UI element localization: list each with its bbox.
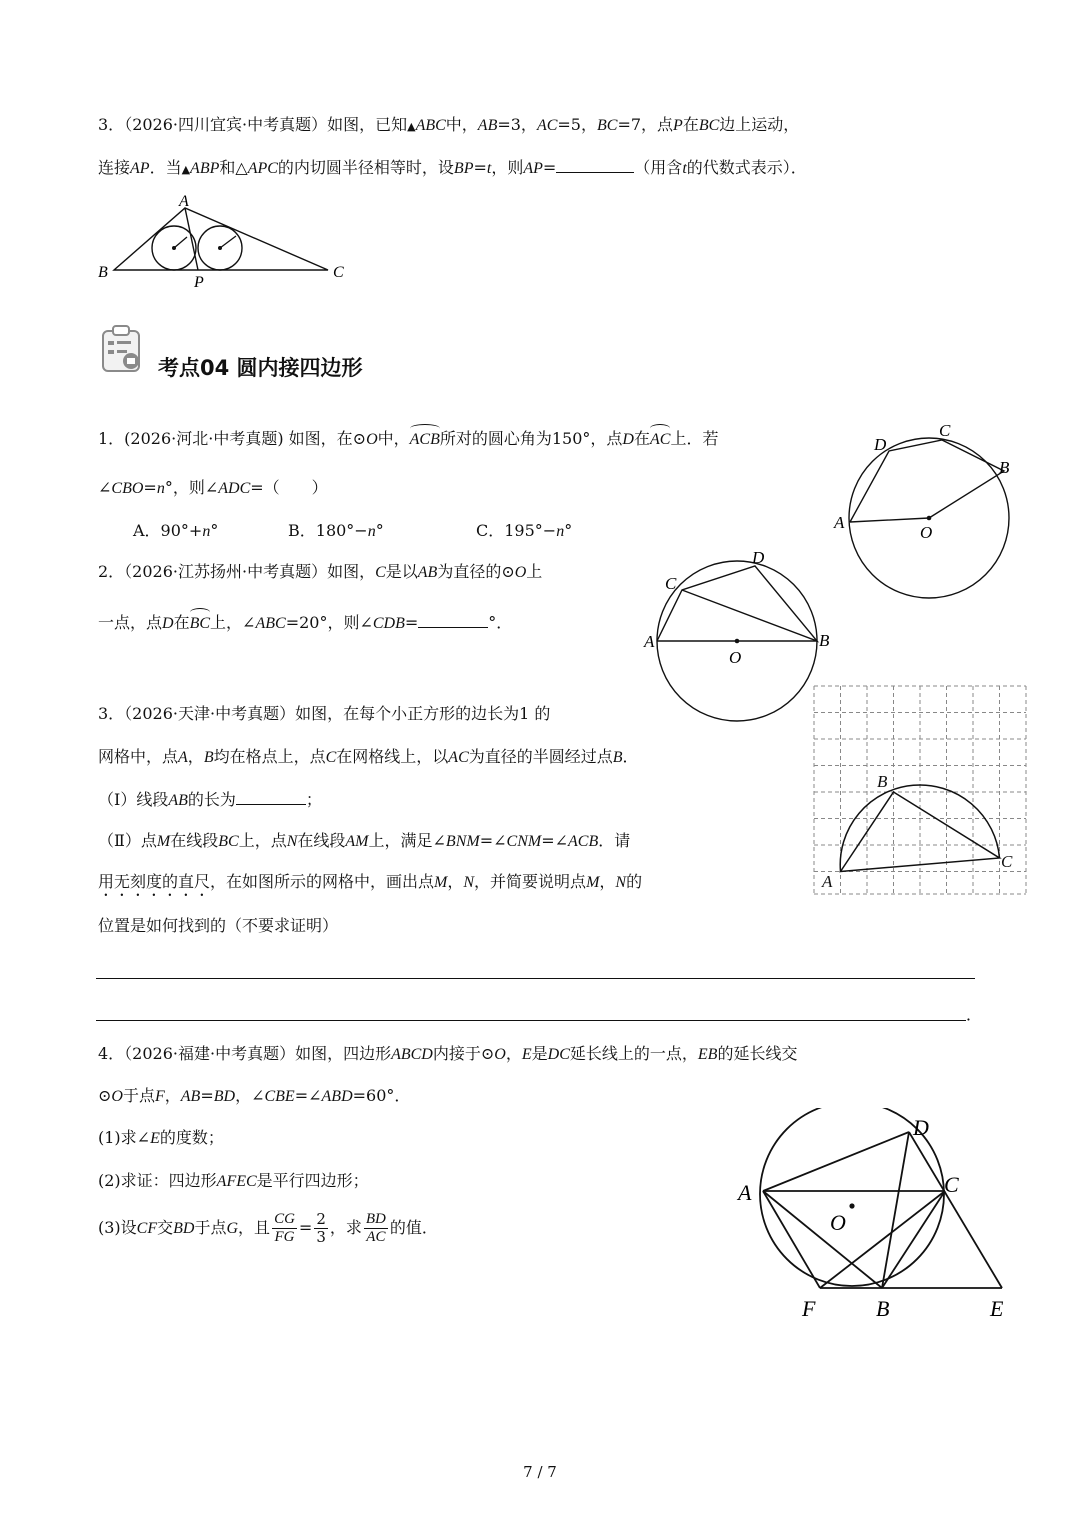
text: 上，满足∠ [368, 831, 446, 850]
text: ．当 [149, 158, 182, 177]
q3-line5 [98, 871, 642, 900]
q1-line2 [98, 477, 328, 500]
math-var: AFEC [216, 1173, 257, 1190]
q4-line1 [98, 1043, 797, 1066]
math-var: AB [168, 792, 188, 809]
text: 中， [445, 115, 478, 134]
section-title: 考点04 圆内接四边形 [158, 356, 363, 380]
math-var: G [226, 1220, 239, 1237]
option-text: C．195°− [476, 521, 557, 540]
q3-line4 [98, 830, 630, 853]
text: 内接于⊙ [432, 1044, 495, 1063]
text: 1．(2026·河北·中考真题) 如图，在⊙ [98, 429, 367, 448]
math-var: BD [173, 1220, 195, 1237]
math-var: t [486, 160, 492, 177]
text: ，且 [238, 1218, 271, 1237]
math-var: ADC [218, 480, 251, 497]
numerator: 2 [316, 1210, 326, 1228]
text: 均在格点上，点 [213, 747, 326, 766]
center-o [927, 516, 932, 521]
text: （2026·四川宜宾·中考真题）如图，已知 [124, 115, 408, 134]
math-var: AC [448, 749, 469, 766]
triangle-abc [841, 792, 1000, 872]
math-var: AB [477, 117, 498, 134]
text: 中， [377, 429, 410, 448]
math-var: ABC [415, 117, 446, 134]
segment-bc [882, 1191, 945, 1288]
math-var: DC [547, 1046, 570, 1063]
text: 2．（2026·江苏扬州·中考真题）如图， [98, 562, 376, 581]
label-p: P [194, 274, 204, 291]
math-var: n [367, 523, 376, 540]
math-var: CF [136, 1220, 158, 1237]
math-var: ABC [255, 615, 286, 632]
option-text: B．180°− [288, 521, 368, 540]
label-a: A [179, 193, 189, 210]
math-var: n [556, 523, 565, 540]
text: = [473, 158, 487, 177]
triangle-icon: ▲ [407, 120, 416, 133]
arc-ac: AC [650, 429, 670, 451]
label-o: O [920, 523, 933, 542]
text: 连接 [98, 158, 131, 177]
label-d: D [874, 435, 887, 454]
label-c: C [1001, 852, 1013, 871]
math-var: O [111, 1088, 123, 1105]
text: (3)设 [98, 1218, 137, 1237]
math-var: CDB [372, 615, 405, 632]
math-var: E [521, 1046, 532, 1063]
numerator: BD [365, 1211, 386, 1227]
q4-part1 [98, 1127, 224, 1150]
text: （用含 [634, 158, 683, 177]
denominator: 3 [316, 1228, 326, 1246]
incircle-triangle-figure [90, 190, 360, 295]
q3-line6: 位置是如何找到的（不要求证明） [98, 916, 339, 935]
text: 边上运动， [719, 115, 800, 134]
math-var: BC [218, 833, 239, 850]
text: 为直径的⊙ [437, 562, 515, 581]
center-1 [172, 246, 176, 250]
text: =∠ [479, 831, 507, 850]
text: ． [622, 747, 639, 766]
math-var: CBE [264, 1088, 295, 1105]
label-c: C [333, 264, 344, 281]
text: 的值． [389, 1218, 438, 1237]
q1-option-b[interactable] [288, 520, 384, 543]
numerator: CG [274, 1211, 295, 1227]
center-o [849, 1203, 854, 1208]
text: 交 [157, 1218, 174, 1237]
text: 上 [526, 562, 543, 581]
answer-line-1[interactable] [96, 978, 975, 979]
text: 的内切圆半径相等时，设 [277, 158, 454, 177]
text: （Ⅱ）点 [98, 831, 157, 850]
math-var: C [375, 564, 386, 581]
label-d: D [913, 1115, 929, 1140]
q4-part2 [98, 1170, 369, 1193]
page-number: 7 / 7 [523, 1463, 557, 1481]
label-d: D [752, 548, 765, 567]
math-var: BD [213, 1088, 236, 1105]
triangle-icon: ▲ [181, 163, 191, 176]
text: 于点 [122, 1086, 155, 1105]
math-var: n [156, 480, 165, 497]
label-b: B [819, 631, 830, 650]
label-c: C [939, 421, 951, 440]
math-var: D [622, 431, 634, 448]
answer-line-end: ． [966, 1005, 983, 1024]
label-b: B [999, 458, 1010, 477]
math-var: BC [596, 117, 618, 134]
question-number: 3． [98, 115, 125, 134]
math-var: APC [247, 160, 278, 177]
q3-grid-figure [812, 684, 1028, 896]
option-text: A．90°+ [133, 521, 203, 540]
q3-line3 [98, 788, 322, 812]
q3-prev-line2 [98, 156, 807, 181]
q2-circle-figure [640, 544, 840, 722]
fraction-cg-fg [272, 1211, 297, 1246]
text: = [542, 158, 557, 177]
text: =7，点 [617, 115, 674, 134]
text: 和△ [219, 158, 248, 177]
text: ， [505, 1044, 522, 1063]
text: 4．（2026·福建·中考真题）如图，四边形 [98, 1044, 392, 1063]
text: 在线段 [170, 831, 219, 850]
math-var: ACB [568, 833, 599, 850]
math-var: O [514, 564, 527, 581]
segment-fc [820, 1191, 945, 1288]
math-var: N [286, 833, 298, 850]
text: 在线段 [297, 831, 346, 850]
text: =20°，则∠ [285, 613, 373, 632]
math-var: AM [345, 833, 369, 850]
text: 所对的圆心角为150°，点 [439, 429, 623, 448]
text: ∠ [98, 478, 112, 497]
label-a: A [738, 1180, 752, 1205]
answer-blank[interactable] [418, 611, 488, 628]
math-var: EB [697, 1046, 718, 1063]
math-var: BNM [445, 833, 480, 850]
text: ； [305, 790, 322, 809]
text: (2)求证：四边形 [98, 1171, 217, 1190]
math-var: N [615, 874, 627, 891]
segment-de [909, 1132, 1002, 1288]
text: = [200, 1086, 214, 1105]
clipboard-icon [100, 324, 144, 374]
math-var: M [156, 833, 171, 850]
text: = [298, 1218, 313, 1237]
fraction-bd-ac [364, 1211, 388, 1246]
text: 在 [682, 115, 699, 134]
text: ， [187, 747, 204, 766]
label-a: A [822, 872, 833, 891]
text: (1)求∠ [98, 1128, 151, 1147]
text: 的 [626, 872, 643, 891]
label-o: O [830, 1210, 846, 1235]
q4-circle-figure [730, 1108, 1030, 1334]
q2-line1 [98, 561, 542, 584]
text: 的延长线交 [717, 1044, 798, 1063]
math-var: E [150, 1130, 160, 1147]
label-b: B [877, 772, 888, 791]
math-var: B [203, 749, 214, 766]
radius-2 [220, 236, 236, 248]
label-f: F [802, 1296, 816, 1321]
text: =∠ [541, 831, 568, 850]
text: ．请 [598, 831, 631, 850]
math-var: AP [523, 160, 543, 177]
text: 一点，点 [98, 613, 163, 632]
text: = [143, 478, 157, 497]
denominator: FG [274, 1229, 295, 1245]
text: =3， [497, 115, 537, 134]
answer-blank[interactable] [236, 788, 306, 805]
math-var: AB [417, 564, 438, 581]
segment-ad [763, 1132, 909, 1191]
text: °． [488, 613, 513, 632]
math-var: AP [130, 160, 150, 177]
text: 的代数式表示）． [686, 158, 807, 177]
math-var: n [202, 523, 211, 540]
text: 网格中，点 [98, 747, 179, 766]
label-b: B [876, 1296, 890, 1321]
math-var: BP [453, 160, 474, 177]
answer-blank[interactable] [556, 156, 634, 173]
text: = [404, 613, 419, 632]
fraction-2-3 [314, 1211, 328, 1246]
text: 延长线上的一点， [569, 1044, 698, 1063]
text: ，则 [491, 158, 524, 177]
option-text: ° [210, 521, 219, 540]
q3-prev-line1 [98, 114, 799, 138]
q3-line1: 3．（2026·天津·中考真题）如图，在每个小正方形的边长为1 的 [98, 704, 551, 723]
text: 的度数； [159, 1128, 224, 1147]
text: =（ ） [250, 478, 328, 497]
text: 是 [531, 1044, 548, 1063]
emphasis-text: 用无刻度的直尺 [98, 872, 211, 891]
text: 在 [633, 429, 650, 448]
text: 是平行四边形； [256, 1171, 369, 1190]
q3-line2 [98, 746, 639, 769]
math-var: ABD [321, 1088, 353, 1105]
center-o [735, 639, 740, 644]
text: =60°． [352, 1086, 411, 1105]
triangle-abc [114, 208, 328, 270]
q1-line1 [98, 428, 718, 451]
text: ，在如图所示的网格中，画出点 [210, 872, 435, 891]
text: 是以 [385, 562, 418, 581]
math-var: B [612, 749, 623, 766]
label-b: B [98, 264, 108, 281]
arc-bc: BC [190, 613, 210, 635]
text: ⊙ [98, 1086, 112, 1105]
text: （Ⅰ）线段 [98, 790, 169, 809]
text: ， [447, 872, 464, 891]
q4-part3 [98, 1208, 438, 1249]
q1-circle-figure [826, 418, 1026, 618]
text: 为直径的半圆经过点 [468, 747, 613, 766]
label-c: C [665, 574, 677, 593]
math-var: D [162, 615, 174, 632]
math-var: AB [180, 1088, 201, 1105]
text: 在 [173, 613, 190, 632]
math-var: A [178, 749, 188, 766]
q1-option-c[interactable] [476, 520, 572, 543]
segment-ab [763, 1191, 882, 1288]
label-a: A [644, 632, 655, 651]
text: 的长为 [187, 790, 236, 809]
denominator: AC [366, 1229, 386, 1245]
text: ， [599, 872, 616, 891]
math-var: CBO [111, 480, 144, 497]
math-var: ABCD [391, 1046, 433, 1063]
text: =5， [557, 115, 597, 134]
text: 上．若 [670, 429, 719, 448]
math-var: CNM [506, 833, 542, 850]
text: 上，点 [238, 831, 287, 850]
text: 上，∠ [210, 613, 256, 632]
math-var: C [325, 749, 337, 766]
chords [657, 566, 817, 641]
text: ， [164, 1086, 181, 1105]
text: 于点 [194, 1218, 227, 1237]
label-a: A [834, 513, 845, 532]
label-o: O [729, 648, 742, 667]
math-var: M [434, 874, 448, 891]
segment-bd [882, 1132, 909, 1288]
text: ，求 [329, 1218, 362, 1237]
math-var: P [673, 117, 683, 134]
q1-option-a[interactable] [133, 520, 218, 543]
math-var: O [366, 431, 378, 448]
math-var: AC [536, 117, 558, 134]
math-var: t [682, 160, 687, 177]
math-var: ABP [190, 160, 220, 177]
center-2 [218, 246, 222, 250]
option-text: ° [375, 521, 384, 540]
math-var: BC [698, 117, 720, 134]
radius-1 [174, 237, 187, 248]
math-var: M [586, 874, 600, 891]
label-e: E [990, 1296, 1004, 1321]
q2-line2 [98, 611, 512, 635]
math-var: O [494, 1046, 506, 1063]
answer-line-2[interactable] [96, 1020, 966, 1021]
text: ，∠ [235, 1086, 265, 1105]
arc-acb: ACB [410, 429, 440, 451]
math-var: N [463, 874, 475, 891]
text: °，则∠ [164, 478, 219, 497]
text: 在网格线上，以 [336, 747, 449, 766]
math-var: F [154, 1088, 165, 1105]
q4-line2 [98, 1085, 410, 1108]
label-c: C [944, 1172, 959, 1197]
text: =∠ [294, 1086, 322, 1105]
text: ，并简要说明点 [474, 872, 587, 891]
option-text: ° [564, 521, 573, 540]
